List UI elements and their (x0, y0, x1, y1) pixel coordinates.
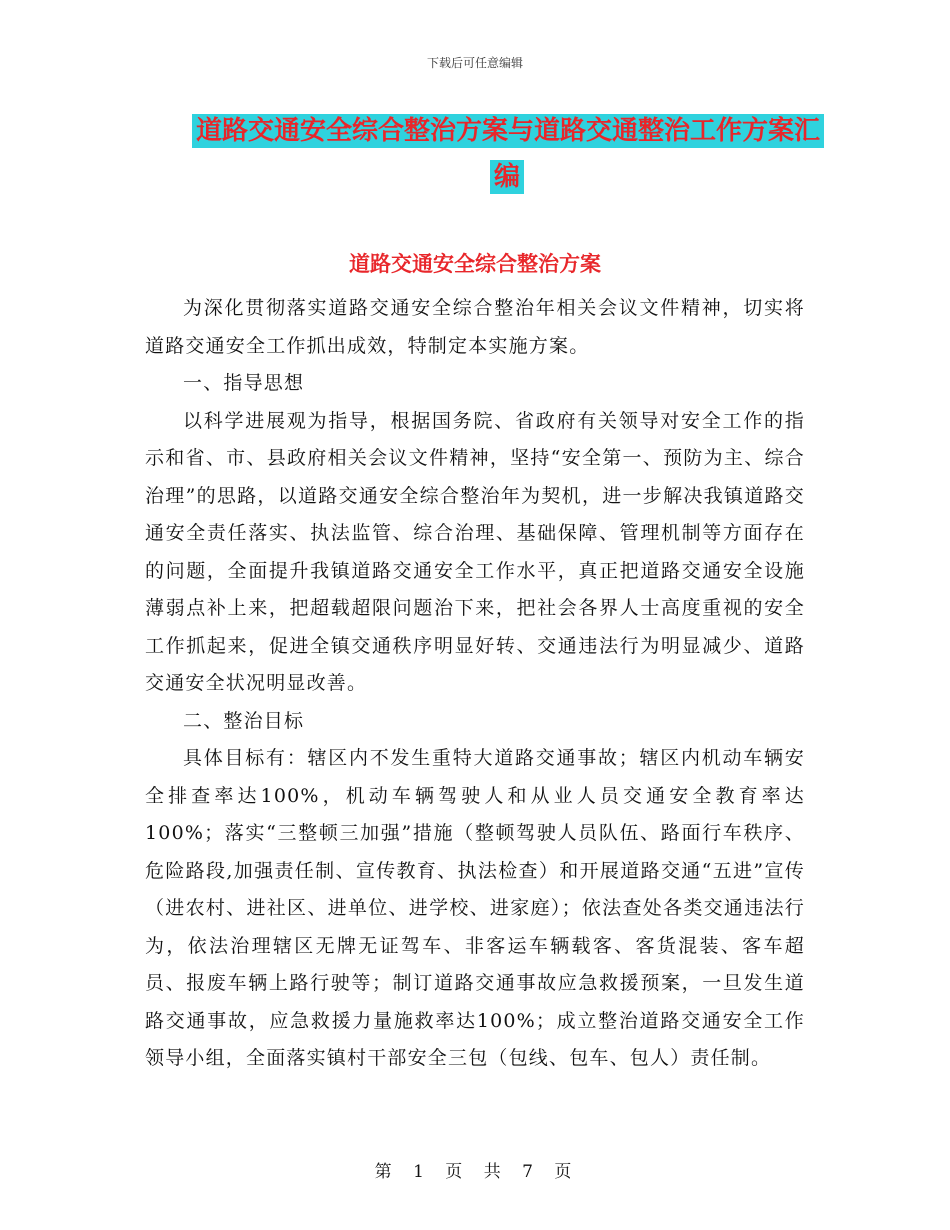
document-title (192, 108, 822, 200)
document-title-text: 道路交通安全综合整治方案与道路交通整治工作方案汇编 (192, 114, 824, 194)
heading-guiding-ideology: 一、指导思想 (183, 372, 305, 394)
paragraph-guiding-ideology: 以科学进展观为指导，根据国务院、省政府有关领导对安全工作的指示和省、市、县政府相关会议文件精神，坚持“安全第一、预防为主、综合治理”的思路，以道路交通安全综合整治年为契机，进一步解决我镇道路交通安全责任落实、执法监管、综合治理、基础保障、管理机制等方面存在的问题，全面提升我镇道路交通安全工作水平，真正把道路交通安全设施薄弱点补上来，把超载超限问题治下来，把社会各界人士高度重视的安全工作抓起来，促进全镇交通秩序明显好转、交通违法行为明显减少、道路交通安全状况明显改善。 (145, 409, 805, 694)
header-note: 下载后可任意编辑 (426, 56, 523, 70)
page-footer: 第 1 页 共 7 页 (374, 1162, 576, 1182)
paragraph-intro: 为深化贯彻落实道路交通安全综合整治年相关会议文件精神，切实将道路交通安全工作抓出成效，特制定本实施方案。 (145, 297, 805, 357)
section-title: 道路交通安全综合整治方案 (349, 251, 601, 276)
heading-remediation-goals: 二、整治目标 (183, 709, 305, 732)
paragraph-remediation-goals: 具体目标有：辖区内不发生重特大道路交通事故；辖区内机动车辆安全排查率达100%，机动车辆驾驶人和从业人员交通安全教育率达100%；落实“三整顿三加强”措施（整顿驾驶人员队伍、路面行车秩序、危险路段,加强责任制、宣传教育、执法检查）和开展道路交通“五进”宣传（进农村、进社区、进单位、进学校、进家庭）；依法查处各类交通违法行为，依法治理辖区无牌无证驾车、非客运车辆载客、客货混装、客车超员、报废车辆上路行驶等；制订道路交通事故应急救援预案，一旦发生道路交通事故，应急救援力量施救率达100%；成立整治道路交通安全工作领导小组，全面落实镇村干部安全三包（包线、包车、包人）责任制。 (145, 747, 805, 1069)
document-body (145, 290, 805, 1078)
